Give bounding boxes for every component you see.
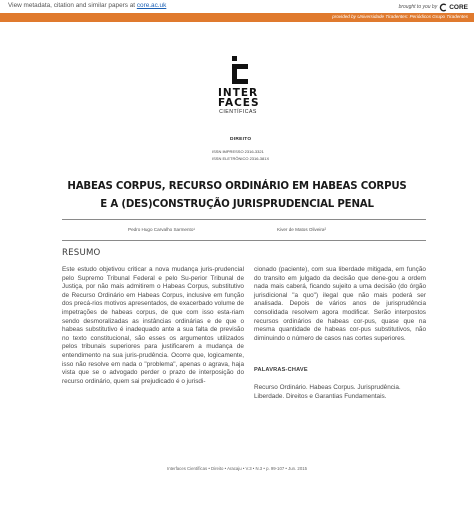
journal-name-line2: FACES xyxy=(218,97,260,109)
journal-name-line1: INTER xyxy=(218,87,259,99)
divider-top xyxy=(62,219,426,220)
article-title-line1: HABEAS CORPUS, RECURSO ORDINÁRIO EM HABEAS CORPUS xyxy=(67,181,407,192)
article-title-line2: E A (DES)CONSTRUÇÃO JURISPRUDENCIAL PENAL xyxy=(100,199,374,210)
core-logo-text: CORE xyxy=(449,3,468,11)
core-top-bar xyxy=(0,0,474,13)
section-label: DIREITO xyxy=(230,137,252,142)
view-metadata-label: View metadata, citation and similar papers at xyxy=(8,2,137,9)
abstract-left-column: Este estudo objetivou criticar a nova mudança juris-prudencial pelo Supremo Tribunal Federal e pelo Su-perior Tribunal de Justiça, por não mais admitirem o Habeas Corpus, substitutivo de Recurso Ordinário em Habeas Corpus, inclusive em função dos precá-rios motivos apresentados, de exacerbado volume de impetrações de habeas corpus, de que com isso esta-riam sendo desmoralizadas as instâncias ordinárias e de que o habeas substitutivo é inadequado ante a sua falta de previsão no texto constitucional, são esses os argumentos utilizados pelos tribunais superiores para justificarem a mudança de entendimento na sua juris-prudência. Ocorre que, logicamente, isso não resolve em nada o "problema", apenas o agrava, haja vista que se o advogado perder o prazo de interposição do recurso ordinário, quem sai prejudicado é o jurisdi- xyxy=(62,266,244,385)
brought-by-core[interactable] xyxy=(399,1,468,13)
provider-bar xyxy=(0,13,474,22)
core-logo xyxy=(439,3,468,12)
abstract-right-column: cionado (paciente), com sua liberdade mitigada, em função do transito em julgado da decisão que dene-gou a ordem nada mais caberá, ficando sujeito a uma decisão (do órgão jurisdicional "a quo") ilegal que não mais poderá ser analisada. Depois de vários anos de jurisprudência consolidada resolvem agora modificar. Serão interpostos recursos ordinários de habeas cor-pus, quase que na mesma quantidade de habeas cor-pus substitutivos, não diminuindo o número de casos nas cortes superiores. xyxy=(254,266,426,342)
author-1: Pedro Hugo Carvalho Sarmento¹ xyxy=(128,227,195,232)
issn-online: ISSN ELETRÔNICO 2316-381X xyxy=(212,156,270,161)
keywords-heading: PALAVRAS-CHAVE xyxy=(254,367,308,373)
issn-print: ISSN IMPRESSO 2316-3321 xyxy=(212,149,264,154)
journal-emblem-icon xyxy=(220,56,256,86)
divider-bottom xyxy=(62,240,426,241)
core-logo-icon xyxy=(439,3,448,12)
core-ac-uk-link[interactable]: core.ac.uk xyxy=(136,2,167,9)
provider-text[interactable]: provided by Universidade Tiradentes: Periódicos Grupo Tiradentes xyxy=(332,14,468,19)
brought-by-label: brought to you by xyxy=(398,4,438,10)
journal-subtitle: CIENTÍFICAS xyxy=(219,109,257,115)
journal-logo xyxy=(218,56,258,118)
page-footer: Interfaces Científicas • Direito • Aracaju • V.3 • N.3 • p. 99-107 • Jun. 2015 xyxy=(167,466,307,471)
keywords-list: Recurso Ordinário. Habeas Corpus. Jurisprudência. Liberdade. Direitos e Garantias Fundamentais. xyxy=(254,384,401,400)
view-metadata-text xyxy=(8,2,166,9)
abstract-heading: RESUMO xyxy=(62,248,101,258)
author-2: Kiver de Matos Oliveira² xyxy=(277,227,327,232)
